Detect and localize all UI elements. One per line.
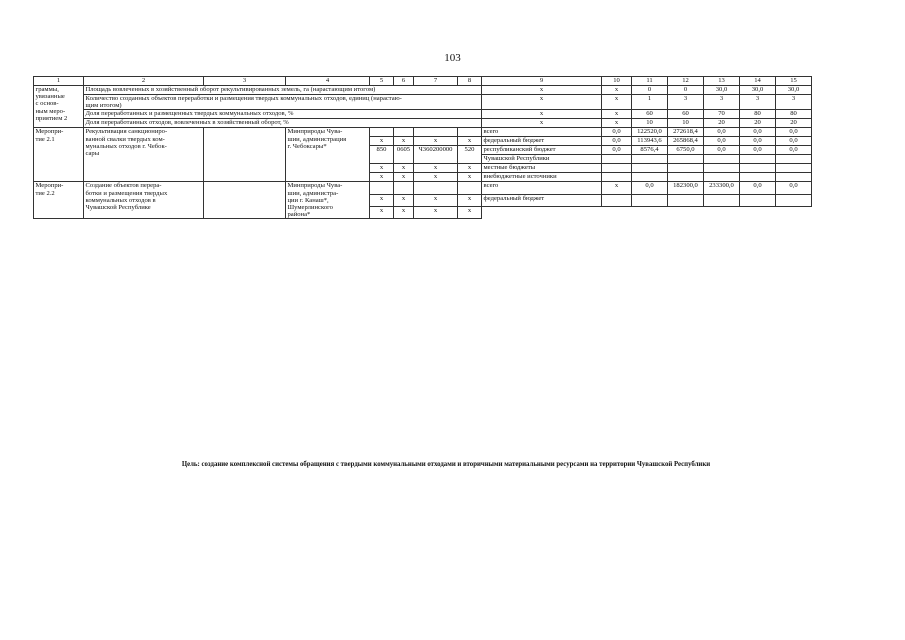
table-cell <box>602 194 632 206</box>
funding-value: 0,0 <box>740 146 776 155</box>
table-cell: x <box>602 95 632 110</box>
measure-result <box>204 128 286 182</box>
table-cell: x <box>370 137 394 146</box>
indicator-value: 30,0 <box>776 86 812 95</box>
indicator-value: 60 <box>632 110 668 119</box>
funding-value: 0,0 <box>740 137 776 146</box>
table-cell: x <box>602 86 632 95</box>
indicator-value: 1 <box>632 95 668 110</box>
table-cell <box>458 182 482 194</box>
table-cell <box>740 155 776 164</box>
indicator-row <box>34 110 812 119</box>
funding-value: 0,0 <box>632 182 668 194</box>
table-cell: 850 <box>370 146 394 164</box>
funding-value: 113943,6 <box>632 137 668 146</box>
funding-value: 122520,0 <box>632 128 668 137</box>
table-cell: x <box>414 137 458 146</box>
table-cell <box>704 194 740 206</box>
table-cell <box>704 155 740 164</box>
table-cell: внебюджетные источники <box>482 173 602 182</box>
funding-value: 0,0 <box>704 128 740 137</box>
measure-id: Меропри- тие 2.1 <box>34 128 84 182</box>
program-table <box>33 76 812 219</box>
funding-value: 0,0 <box>602 137 632 146</box>
column-number: 11 <box>632 77 668 86</box>
funding-value: 0,0 <box>776 128 812 137</box>
indicator-text: Количество созданных объектов переработки и размещения твердых коммунальных отходов, единиц (нарастаю- щим итогом) <box>84 95 482 110</box>
table-cell <box>394 182 414 194</box>
table-cell <box>704 164 740 173</box>
goal-heading: Цель: создание комплексной системы обращения с твердыми коммунальными отходами и вторичными материальными ресурсами на территории Чувашской Республики <box>181 461 711 468</box>
funding-value: 0,0 <box>776 146 812 155</box>
table-cell <box>632 194 668 206</box>
table-cell <box>370 128 394 137</box>
table-cell: x <box>414 173 458 182</box>
table-cell <box>602 164 632 173</box>
table-cell: x <box>482 86 602 95</box>
column-number: 7 <box>414 77 458 86</box>
indicator-value: 10 <box>668 119 704 128</box>
table-cell: x <box>458 137 482 146</box>
indicator-text: Доля переработанных и размещенных твердых коммунальных отходов, % <box>84 110 482 119</box>
table-cell: x <box>394 137 414 146</box>
table-cell: 520 <box>458 146 482 164</box>
funding-value: 0,0 <box>740 128 776 137</box>
funding-value: 6750,0 <box>668 146 704 155</box>
table-cell <box>776 194 812 206</box>
table-cell <box>740 164 776 173</box>
table-cell <box>668 173 704 182</box>
funding-value: 0,0 <box>602 128 632 137</box>
header-row <box>34 77 812 86</box>
table-cell <box>458 128 482 137</box>
column-number: 6 <box>394 77 414 86</box>
indicator-value: 3 <box>668 95 704 110</box>
column-number: 9 <box>482 77 602 86</box>
measure-executor: Минприроды Чува- шии, администра- ции г. Канаш*, Шумерлинского района* <box>286 182 370 219</box>
funding-value: 0,0 <box>776 182 812 194</box>
table-cell: x <box>370 194 394 206</box>
table-cell: x <box>394 194 414 206</box>
indicator-section-label: граммы, увязанные с основ- ным меро- приятием 2 <box>34 86 84 128</box>
table-cell: x <box>602 119 632 128</box>
table-cell <box>414 182 458 194</box>
indicator-value: 30,0 <box>704 86 740 95</box>
funding-value: 0,0 <box>602 146 632 155</box>
table-cell <box>704 173 740 182</box>
column-number: 8 <box>458 77 482 86</box>
table-cell: x <box>458 164 482 173</box>
indicator-value: 10 <box>632 119 668 128</box>
funding-value: 8576,4 <box>632 146 668 155</box>
table-cell: x <box>414 194 458 206</box>
funding-value: 182300,0 <box>668 182 704 194</box>
column-number: 14 <box>740 77 776 86</box>
funding-value: 0,0 <box>740 182 776 194</box>
indicator-value: 60 <box>668 110 704 119</box>
measure-row <box>34 182 812 194</box>
column-number: 4 <box>286 77 370 86</box>
table-cell <box>776 173 812 182</box>
table-cell: x <box>482 119 602 128</box>
table-cell <box>668 164 704 173</box>
table-cell: x <box>482 110 602 119</box>
funding-value: 272618,4 <box>668 128 704 137</box>
table-cell: местные бюджеты <box>482 164 602 173</box>
measure-id: Меропри- тие 2.2 <box>34 182 84 219</box>
table-cell: x <box>394 164 414 173</box>
table-cell: x <box>458 207 482 219</box>
indicator-row <box>34 86 812 95</box>
source-total: всего <box>482 182 602 194</box>
indicator-value: 80 <box>776 110 812 119</box>
funding-value: x <box>602 182 632 194</box>
indicator-value: 3 <box>740 95 776 110</box>
indicator-value: 20 <box>776 119 812 128</box>
table-cell <box>668 155 704 164</box>
measure-row <box>34 128 812 137</box>
table-cell: x <box>414 164 458 173</box>
indicator-value: 20 <box>740 119 776 128</box>
source-total: всего <box>482 128 602 137</box>
column-number: 2 <box>84 77 204 86</box>
table-cell: x <box>394 173 414 182</box>
funding-value: 0,0 <box>704 137 740 146</box>
funding-value: 0,0 <box>704 146 740 155</box>
column-number: 13 <box>704 77 740 86</box>
indicator-value: 0 <box>632 86 668 95</box>
measure-executor: Минприроды Чува- шии, администрация г. Чебоксары* <box>286 128 370 182</box>
column-number: 3 <box>204 77 286 86</box>
column-number: 15 <box>776 77 812 86</box>
table-cell <box>632 155 668 164</box>
table-cell <box>776 155 812 164</box>
table-cell: x <box>370 164 394 173</box>
table-cell <box>414 128 458 137</box>
measure-description: Создание объектов перера- ботки и размещения твердых коммунальных отходов в Чувашской Республике <box>84 182 204 219</box>
measure-result <box>204 182 286 219</box>
indicator-value: 0 <box>668 86 704 95</box>
table-cell: республиканский бюджет <box>482 146 602 155</box>
table-cell: x <box>458 194 482 206</box>
indicator-value: 80 <box>740 110 776 119</box>
column-number: 1 <box>34 77 84 86</box>
table-cell: федеральный бюджет <box>482 194 602 206</box>
table-cell: x <box>370 207 394 219</box>
table-cell: 0605 <box>394 146 414 164</box>
table-cell <box>668 194 704 206</box>
table-cell: x <box>414 207 458 219</box>
column-number: 5 <box>370 77 394 86</box>
table-cell <box>740 173 776 182</box>
table-cell: Ч360200000 <box>414 146 458 164</box>
page-number: 103 <box>444 52 461 64</box>
table-cell <box>602 155 632 164</box>
table-cell: Чувашской Республики <box>482 155 602 164</box>
table-cell <box>632 173 668 182</box>
column-number: 12 <box>668 77 704 86</box>
table-cell: x <box>370 173 394 182</box>
funding-value: 265868,4 <box>668 137 704 146</box>
funding-value: 233300,0 <box>704 182 740 194</box>
indicator-value: 3 <box>704 95 740 110</box>
indicator-text: Площадь вовлеченных в хозяйственный оборот рекультивированных земель, га (нарастающим итогом) <box>84 86 482 95</box>
table-cell <box>602 173 632 182</box>
table-cell <box>394 128 414 137</box>
funding-value: 0,0 <box>776 137 812 146</box>
table-cell: x <box>394 207 414 219</box>
indicator-text: Доля переработанных отходов, вовлеченных в хозяйственный оборот, % <box>84 119 482 128</box>
table-cell: x <box>482 95 602 110</box>
indicator-value: 3 <box>776 95 812 110</box>
table-cell: x <box>602 110 632 119</box>
table-cell <box>632 164 668 173</box>
column-number: 10 <box>602 77 632 86</box>
table-cell: федеральный бюджет <box>482 137 602 146</box>
measure-description: Рекультивация санкциониро- ванной свалки твердых ком- мунальных отходов г. Чебок- сары <box>84 128 204 182</box>
table-cell <box>740 194 776 206</box>
indicator-row <box>34 119 812 128</box>
table-cell <box>776 164 812 173</box>
indicator-value: 70 <box>704 110 740 119</box>
indicator-row <box>34 95 812 110</box>
indicator-value: 30,0 <box>740 86 776 95</box>
table-cell <box>370 182 394 194</box>
indicator-value: 20 <box>704 119 740 128</box>
table-cell: x <box>458 173 482 182</box>
